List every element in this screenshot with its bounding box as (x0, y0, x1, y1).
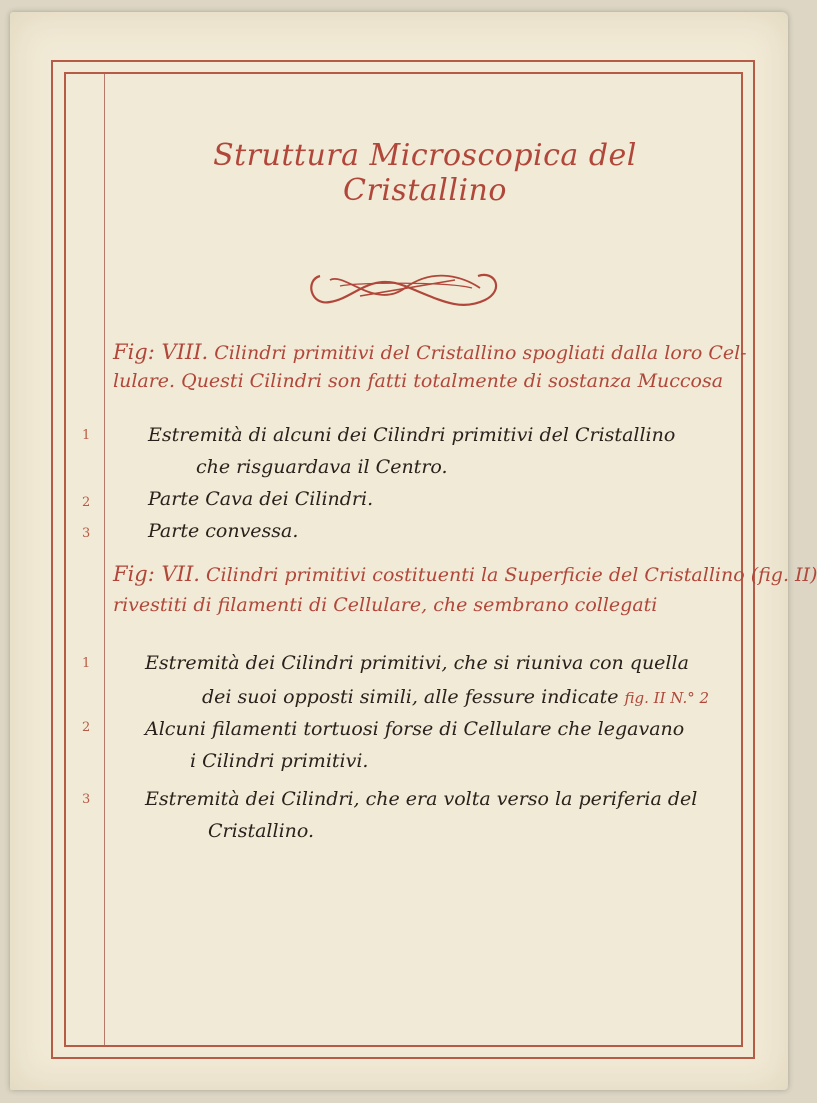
fig7-item-1-number: 1 (82, 656, 91, 671)
fig7-item-1-ref: fig. II N.° 2 (624, 689, 710, 707)
flourish-ornament (300, 258, 510, 318)
inner-frame-border (64, 72, 743, 1047)
fig7-caption-2: rivestiti di filamenti di Cellulare, che sembrano collegati (113, 594, 658, 616)
fig8-item-1-line-1: Estremità di alcuni dei Cilindri primitivi del Cristallino (148, 424, 676, 446)
fig7-item-1-line-2 (202, 686, 709, 708)
fig8-heading-line-1 (113, 340, 747, 364)
fig8-item-2-number: 2 (82, 495, 91, 510)
fig8-label: Fig: VIII. (113, 340, 209, 364)
fig7-item-2-number: 2 (82, 720, 91, 735)
fig7-item-2-line-2: i Cilindri primitivi. (190, 750, 369, 772)
fig7-caption-ref: (fig. II) (750, 564, 817, 586)
fig7-item-1-line-1: Estremità dei Cilindri primitivi, che si riuniva con quella (145, 652, 689, 674)
fig8-item-1-number: 1 (82, 428, 91, 443)
fig8-item-3-number: 3 (82, 526, 91, 541)
fig8-item-2-line-1: Parte Cava dei Cilindri. (148, 488, 374, 510)
fig7-item-3-line-2: Cristallino. (208, 820, 315, 842)
page-title: Struttura Microscopica del Cristallino (213, 138, 637, 208)
fig7-item-3-line-1: Estremità dei Cilindri, che era volta verso la periferia del (145, 788, 698, 810)
fig8-item-1-line-2: che risguardava il Centro. (196, 456, 448, 478)
fig7-heading-line-1 (113, 562, 817, 586)
margin-rule (104, 74, 105, 1045)
fig7-item-3-number: 3 (82, 792, 91, 807)
fig8-item-3-line-1: Parte convessa. (148, 520, 299, 542)
fig7-item-2-line-1: Alcuni filamenti tortuosi forse di Cellulare che legavano (145, 718, 685, 740)
fig7-caption-1: Cilindri primitivi costituenti la Superficie del Cristallino (205, 564, 745, 586)
fig7-item-1-line-2-text: dei suoi opposti simili, alle fessure indicate (202, 686, 619, 708)
fig8-caption-2: lulare. Questi Cilindri son fatti totalmente di sostanza Muccosa (113, 370, 724, 392)
fig8-caption-1: Cilindri primitivi del Cristallino spogliati dalla loro Cel- (214, 342, 747, 364)
fig7-label: Fig: VII. (113, 562, 200, 586)
